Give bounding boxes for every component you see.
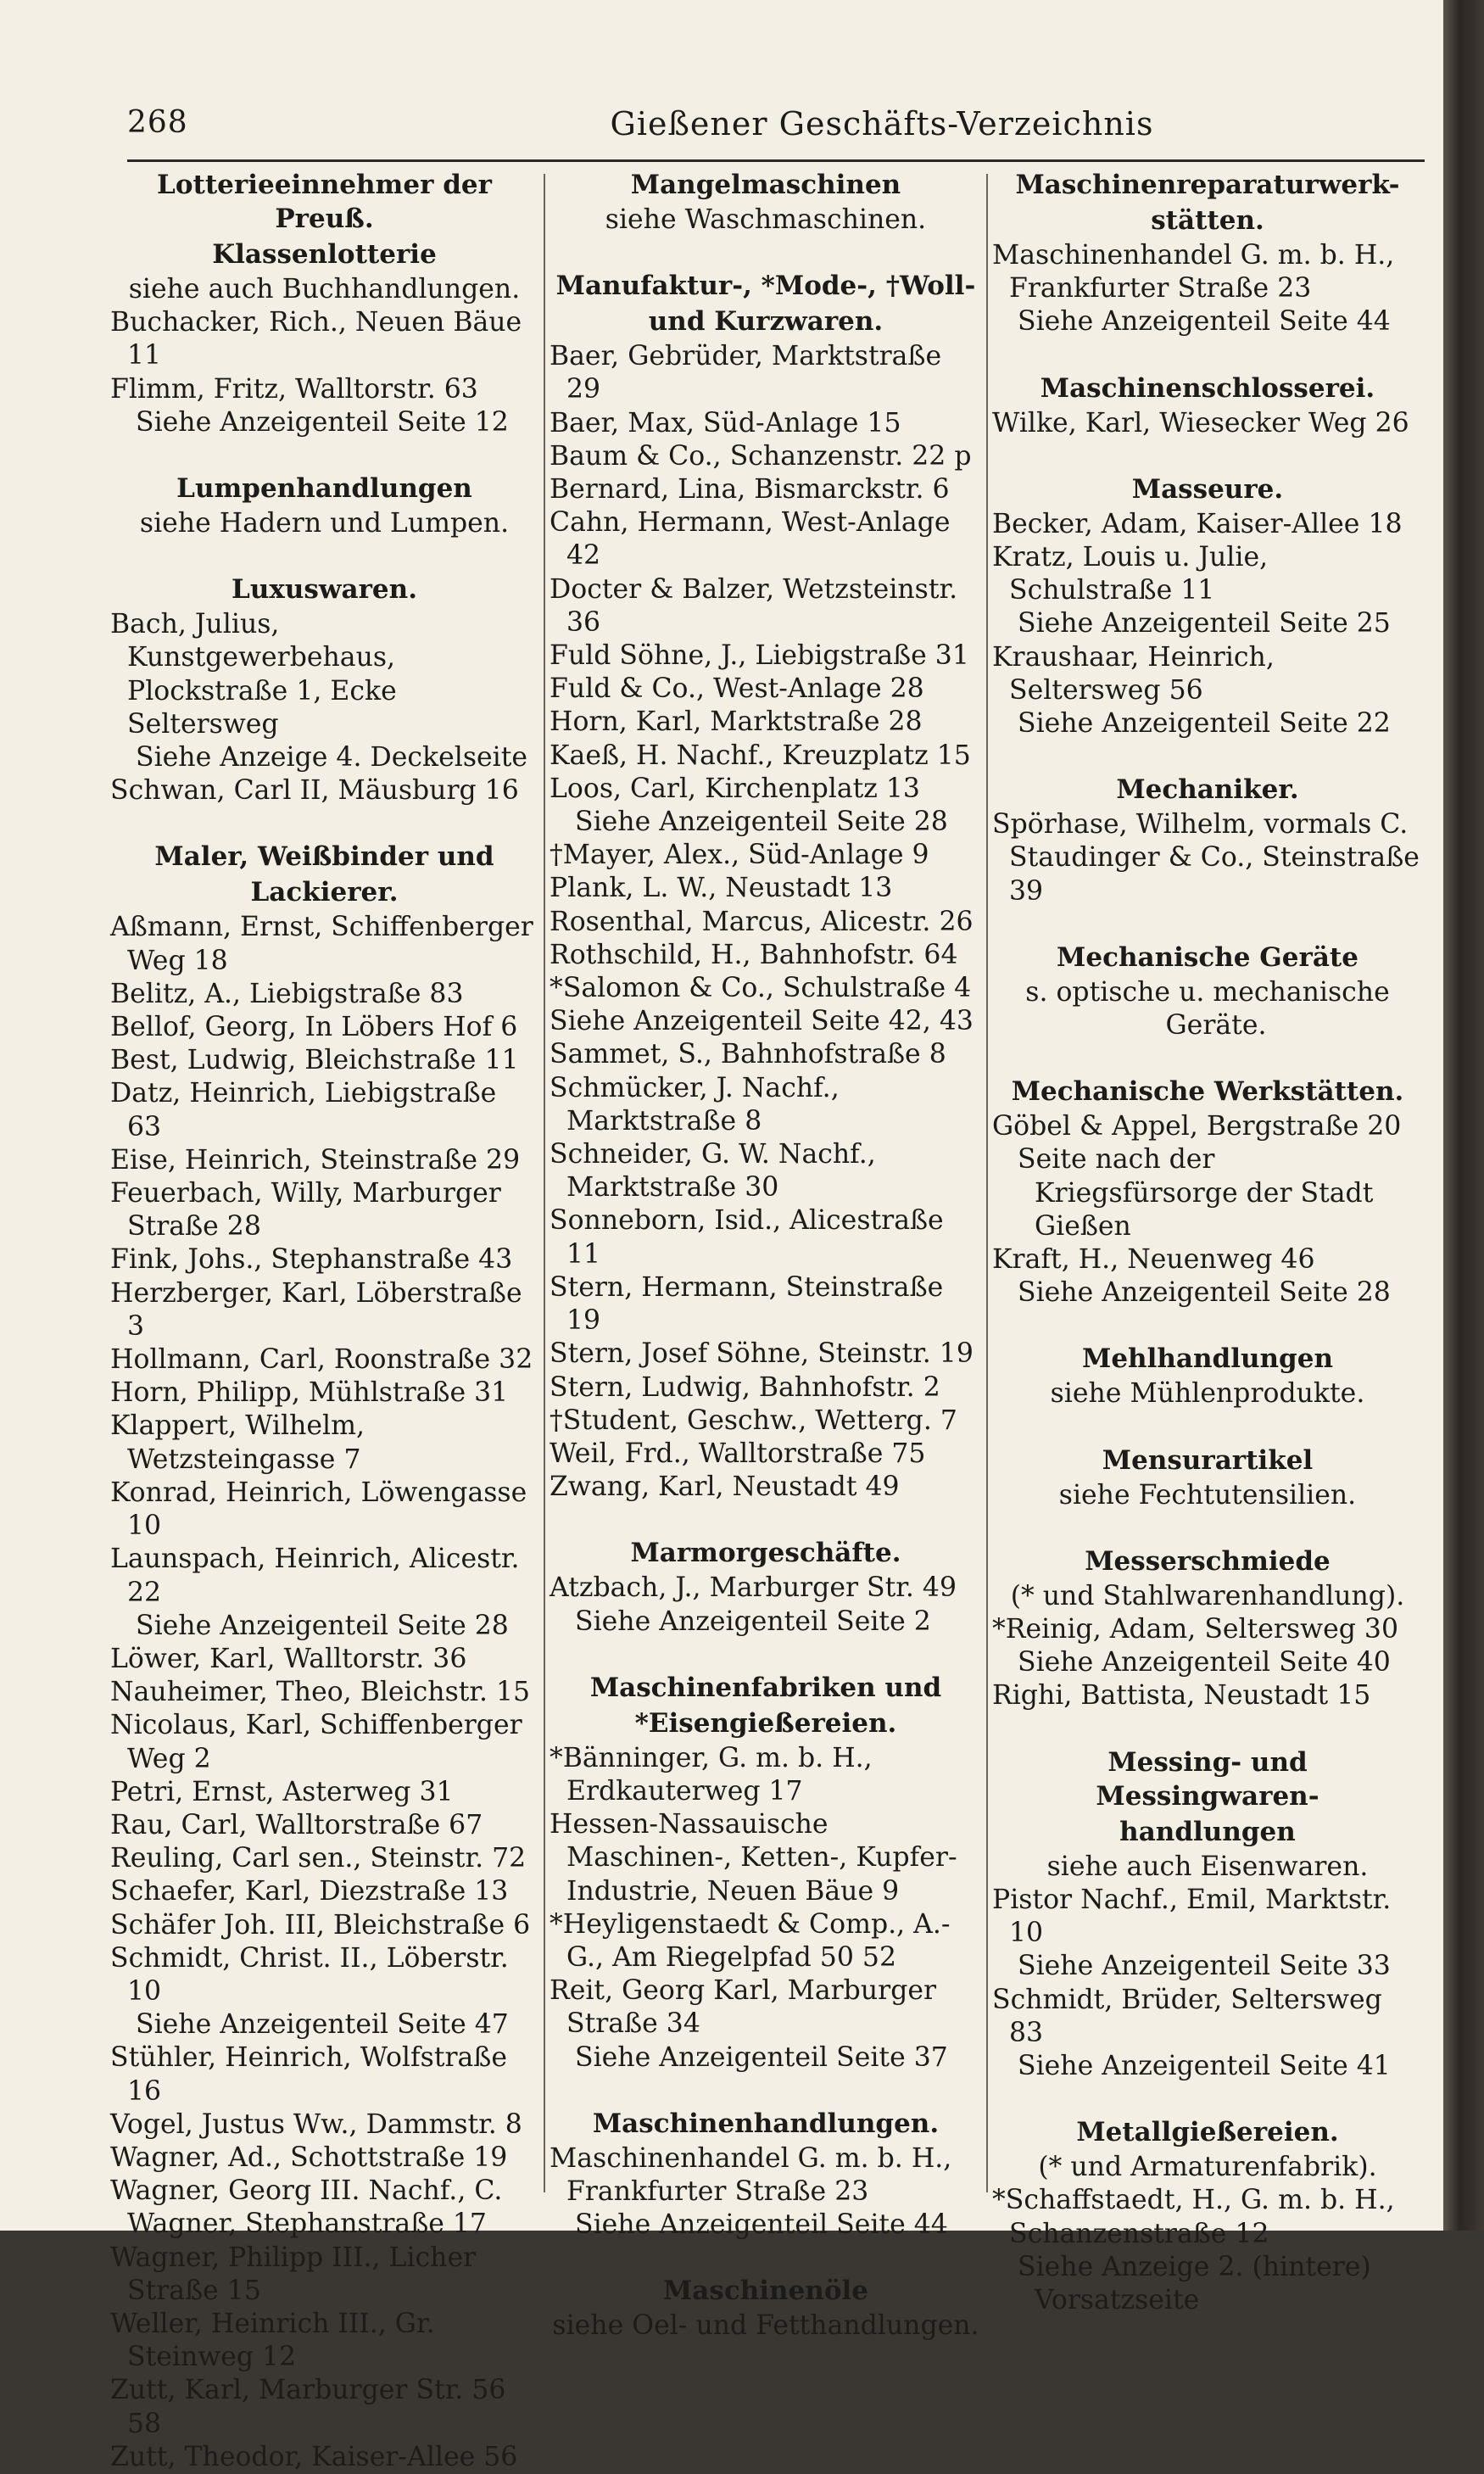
directory-entry: Loos, Carl, Kirchenplatz 13 (550, 773, 920, 804)
directory-entry: Zutt, Karl, Marburger Str. 56 58 (110, 2375, 506, 2439)
see-also-note: siehe Hadern und Lumpen. (139, 508, 510, 539)
directory-entry: Belitz, A., Liebigstraße 83 (110, 978, 464, 1009)
directory-section (550, 2107, 982, 2242)
directory-entry: †Mayer, Alex., Süd-Anlage 9 (550, 840, 929, 871)
directory-entry: Schmidt, Brüder, Seltersweg 83 (992, 1984, 1382, 2048)
directory-entry: Petri, Ernst, Asterweg 31 (110, 1776, 454, 1807)
directory-section (992, 371, 1423, 440)
ad-reference: Siehe Anzeigenteil Seite 44 (1018, 306, 1391, 338)
directory-section (110, 840, 538, 2474)
column-divider (544, 174, 545, 2192)
see-also-note: siehe Mühlenprodukte. (1050, 1378, 1365, 1410)
directory-entry: Kaeß, H. Nachf., Kreuzplatz 15 (550, 740, 971, 771)
directory-entry: Schwan, Carl II, Mäusburg 16 (110, 775, 519, 807)
directory-section (110, 572, 538, 807)
directory-entry: Cahn, Hermann, West-Anlage 42 (550, 507, 951, 572)
ad-reference: Siehe Anzeigenteil Seite 2 (575, 1606, 931, 1637)
directory-entry: Zutt, Theodor, Kaiser-Allee 56 (110, 2441, 518, 2472)
section-heading: Maschinenöle (662, 2276, 869, 2307)
directory-entry: Maschinenhandel G. m. b. H., Frankfurter Straße 23 (992, 240, 1395, 304)
see-also-note: siehe auch Buchhandlungen. (128, 274, 521, 304)
directory-entry: Zwang, Karl, Neustadt 49 (550, 1472, 900, 1503)
section-heading: Lumpenhandlungen (176, 473, 472, 505)
see-also-note: (* und Stahlwarenhandlung). (1010, 1580, 1405, 1611)
running-title: Gießener Geschäfts-Verzeichnis (610, 105, 1154, 142)
directory-entry: Göbel & Appel, Bergstraße 20 (992, 1111, 1402, 1142)
book-edge (1443, 0, 1484, 2231)
section-heading: Mehlhandlungen (1082, 1343, 1333, 1375)
ad-reference: Siehe Anzeigenteil Seite 22 (1018, 708, 1391, 740)
header-rule (127, 159, 1425, 162)
page-number: 268 (127, 105, 188, 140)
directory-entry: Aßmann, Ernst, Schiffenberger Weg 18 (110, 912, 533, 976)
directory-section (992, 1444, 1423, 1512)
directory-entry: Konrad, Heinrich, Löwengasse 10 (110, 1477, 527, 1542)
section-heading: Mensurartikel (1102, 1444, 1314, 1476)
see-also-note: siehe auch Eisenwaren. (1046, 1851, 1369, 1882)
directory-section (992, 168, 1423, 339)
section-heading: Maschinenreparaturwerk- (1015, 170, 1400, 200)
directory-entry: Rothschild, H., Bahnhofstr. 64 (550, 939, 958, 970)
directory-entry: Feuerbach, Willy, Marburger Straße 28 (110, 1178, 501, 1243)
directory-entry: Schneider, G. W. Nachf., Marktstraße 30 (550, 1139, 876, 1203)
directory-entry: Righi, Battista, Neustadt 15 (992, 1680, 1371, 1712)
directory-entry: Schmücker, J. Nachf., Marktstraße 8 (550, 1072, 840, 1136)
directory-entry: Schmidt, Christ. II., Löberstr. 10 (110, 1942, 509, 2007)
directory-entry: †Student, Geschw., Wetterg. 7 (550, 1405, 957, 1436)
section-heading: Maler, Weißbinder und (154, 841, 494, 873)
section-heading: Mechanische Werkstätten. (1011, 1076, 1404, 1108)
ad-reference: Siehe Anzeigenteil Seite 40 (1018, 1647, 1391, 1678)
directory-entry: Nauheimer, Theo, Bleichstr. 15 (110, 1677, 531, 1708)
directory-section (992, 472, 1423, 740)
section-heading: Maschinenhandlungen. (592, 2108, 940, 2139)
directory-section (110, 168, 538, 439)
see-also-note: siehe Oel- und Fetthandlungen. (552, 2310, 979, 2342)
directory-entry: *Schaffstaedt, H., G. m. b. H., Schanzenstraße 12 (992, 2185, 1395, 2249)
directory-section (992, 941, 1423, 1042)
section-heading: Mechaniker. (1116, 774, 1299, 806)
directory-entry: Schaefer, Karl, Diezstraße 13 (110, 1876, 509, 1907)
directory-entry: *Bänninger, G. m. b. H., Erdkauterweg 17 (550, 1742, 873, 1807)
directory-entry: Baer, Max, Süd-Anlage 15 (550, 407, 901, 438)
directory-entry: Datz, Heinrich, Liebigstraße 63 (110, 1078, 497, 1142)
directory-entry: Sammet, S., Bahnhofstraße 8 (550, 1039, 946, 1070)
directory-entry: Kratz, Louis u. Julie, Schulstraße 11 (992, 542, 1269, 606)
directory-entry: Fuld & Co., West-Anlage 28 (550, 673, 924, 705)
section-heading: Mechanische Geräte (1057, 941, 1358, 973)
directory-entry: Maschinenhandel G. m. b. H., Frankfurter Straße 23 (550, 2142, 952, 2207)
directory-entry: Docter & Balzer, Wetzsteinstr. 36 (550, 573, 958, 638)
directory-entry: Plank, L. W., Neustadt 13 (550, 873, 893, 904)
ad-reference: Siehe Anzeigenteil Seite 28 (136, 1610, 509, 1641)
directory-entry: Baer, Gebrüder, Marktstraße 29 (550, 341, 942, 405)
directory-entry: *Reinig, Adam, Seltersweg 30 (992, 1614, 1399, 1645)
directory-entry: Fuld Söhne, J., Liebigstraße 31 (550, 640, 969, 672)
ad-reference: Siehe Anzeigenteil Seite 12 (136, 406, 509, 438)
section-heading: Klassenlotterie (212, 239, 437, 270)
directory-entry: Stern, Ludwig, Bahnhofstr. 2 (550, 1371, 940, 1403)
directory-entry: Stühler, Heinrich, Wolfstraße 16 (110, 2042, 507, 2107)
section-heading: Metallgießereien. (1076, 2117, 1339, 2148)
directory-entry: Stern, Hermann, Steinstraße 19 (550, 1271, 944, 1337)
directory-entry: Wagner, Ad., Schottstraße 19 (110, 2142, 508, 2173)
directory-entry: Fink, Johs., Stephanstraße 43 (110, 1244, 513, 1276)
directory-entry: Hollmann, Carl, Roonstraße 32 (110, 1344, 533, 1376)
directory-entry: Bellof, Georg, In Löbers Hof 6 (110, 1012, 518, 1043)
ad-reference: Seite nach der Kriegsfürsorge der Stadt Gießen (1018, 1144, 1374, 1242)
see-also-note: siehe Waschmaschinen. (605, 204, 927, 235)
ad-reference: Siehe Anzeige 2. (hintere) Vorsatzseite (1018, 2251, 1371, 2315)
directory-entry: Vogel, Justus Ww., Dammstr. 8 (110, 2108, 522, 2140)
directory-entry: Baum & Co., Schanzenstr. 22 p (550, 440, 972, 472)
directory-section (550, 269, 982, 1504)
directory-entry: Stern, Josef Söhne, Steinstr. 19 (550, 1338, 974, 1370)
ad-reference: Siehe Anzeigenteil Seite 47 (136, 2009, 509, 2041)
section-heading: Messing- und Messingwaren- (1096, 1746, 1319, 1812)
directory-entry: Löwer, Karl, Walltorstr. 36 (110, 1643, 467, 1674)
directory-section (992, 1544, 1423, 1713)
ad-reference: Siehe Anzeigenteil Seite 37 (575, 2041, 948, 2073)
directory-entry: Wagner, Georg III. Nachf., C. Wagner, Stephanstraße 17 (110, 2175, 503, 2240)
directory-entry: Kraushaar, Heinrich, Seltersweg 56 (992, 641, 1275, 706)
directory-entry: Becker, Adam, Kaiser-Allee 18 (992, 508, 1403, 539)
directory-entry: Atzbach, J., Marburger Str. 49 (550, 1572, 957, 1604)
directory-entry: Hessen-Nassauische Maschinen-, Ketten-, Kupfer-Industrie, Neuen Bäue 9 (550, 1809, 957, 1907)
ad-reference: Siehe Anzeige 4. Deckelseite (136, 742, 527, 773)
see-also-note: s. optische u. mechanische Geräte. (1025, 976, 1390, 1042)
directory-entry: Launspach, Heinrich, Alicestr. 22 (110, 1544, 520, 1608)
directory-entry: Weller, Heinrich III., Gr. Steinweg 12 (110, 2308, 435, 2373)
ad-reference: Siehe Anzeigenteil Seite 44 (575, 2209, 948, 2241)
ad-reference: Siehe Anzeigenteil Seite 41 (1018, 2050, 1391, 2081)
directory-entry: Reuling, Carl sen., Steinstr. 72 (110, 1843, 527, 1874)
section-heading: Lackierer. (250, 877, 399, 908)
section-heading: stätten. (1151, 205, 1264, 236)
directory-entry: *Heyligenstaedt & Comp., A.-G., Am Riegelpfad 50 52 (550, 1908, 951, 1973)
ad-reference: Siehe Anzeigenteil Seite 28 (1018, 1277, 1391, 1309)
directory-entry: Rosenthal, Marcus, Alicestr. 26 (550, 906, 974, 937)
directory-section (992, 1075, 1423, 1310)
directory-entry: Buchacker, Rich., Neuen Bäue 11 (110, 307, 522, 371)
ad-reference: Siehe Anzeigenteil Seite 25 (1018, 608, 1391, 639)
section-heading: Mangelmaschinen (630, 170, 901, 200)
directory-entry: Eise, Heinrich, Steinstraße 29 (110, 1144, 521, 1176)
column-middle (550, 168, 982, 2342)
directory-entry: Horn, Philipp, Mühlstraße 31 (110, 1377, 509, 1409)
directory-section (992, 1745, 1423, 2083)
see-also-note: (* und Armaturenfabrik). (1038, 2152, 1377, 2183)
section-heading: *Eisengießereien. (634, 1707, 897, 1739)
directory-section (550, 1671, 982, 2075)
section-heading: Lotterieeinnehmer der Preuß. (157, 170, 492, 234)
directory-entry: Siehe Anzeigenteil Seite 42, 43 (550, 1006, 974, 1037)
section-heading: Manufaktur-, *Mode-, †Woll- (555, 271, 976, 302)
directory-entry: Kraft, H., Neuenweg 46 (992, 1244, 1315, 1276)
directory-section (550, 168, 982, 237)
directory-entry: Bach, Julius, Kunstgewerbehaus, Plockstraße 1, Ecke Seltersweg (110, 609, 397, 740)
directory-entry: Herzberger, Karl, Löberstraße 3 (110, 1277, 522, 1342)
ad-reference: Siehe Anzeigenteil Seite 33 (1018, 1951, 1391, 1982)
directory-section (992, 1342, 1423, 1410)
directory-section (992, 773, 1423, 908)
section-heading: Marmorgeschäfte. (630, 1538, 901, 1569)
section-heading: Masseure. (1131, 473, 1284, 505)
ad-reference: Siehe Anzeigenteil Seite 28 (575, 807, 948, 838)
directory-section (110, 472, 538, 540)
directory-entry: Weil, Frd., Walltorstraße 75 (550, 1438, 926, 1469)
see-also-note: siehe Fechtutensilien. (1058, 1479, 1357, 1511)
directory-entry: Sonneborn, Isid., Alicestraße 11 (550, 1205, 944, 1270)
directory-entry: Schäfer Joh. III, Bleichstraße 6 (110, 1909, 531, 1941)
directory-entry: *Salomon & Co., Schulstraße 4 (550, 973, 972, 1004)
directory-entry: Rau, Carl, Walltorstraße 67 (110, 1809, 483, 1840)
directory-section (550, 1536, 982, 1638)
section-heading: Luxuswaren. (232, 574, 417, 606)
directory-entry: Horn, Karl, Marktstraße 28 (550, 706, 923, 738)
directory-entry: Pistor Nachf., Emil, Marktstr. 10 (992, 1884, 1392, 1949)
section-heading: Messerschmiede (1085, 1545, 1331, 1577)
directory-entry: Spörhase, Wilhelm, vormals C. Staudinger & Co., Steinstraße 39 (992, 809, 1420, 907)
directory-entry: Wagner, Philipp III., Licher Straße 15 (110, 2242, 477, 2306)
directory-entry: Reit, Georg Karl, Marburger Straße 34 (550, 1975, 937, 2040)
page-header (127, 100, 1425, 156)
section-heading: handlungen (1119, 1816, 1296, 1847)
directory-entry: Nicolaus, Karl, Schiffenberger Weg 2 (110, 1710, 522, 1774)
directory-entry: Best, Ludwig, Bleichstraße 11 (110, 1045, 519, 1076)
section-heading: Maschinenschlosserei. (1040, 372, 1375, 404)
section-heading: und Kurzwaren. (648, 306, 884, 338)
column-right (992, 168, 1423, 2315)
column-divider (986, 174, 988, 2192)
directory-entry: Bernard, Lina, Bismarckstr. 6 (550, 474, 950, 505)
directory-section (992, 2115, 1423, 2317)
section-heading: Maschinenfabriken und (589, 1672, 942, 1703)
directory-entry: Klappert, Wilhelm, Wetzsteingasse 7 (110, 1410, 365, 1475)
column-left (110, 168, 538, 2472)
directory-section (550, 2274, 982, 2343)
directory-entry: Flimm, Fritz, Walltorstr. 63 (110, 373, 478, 405)
directory-entry: Wilke, Karl, Wiesecker Weg 26 (992, 407, 1409, 438)
